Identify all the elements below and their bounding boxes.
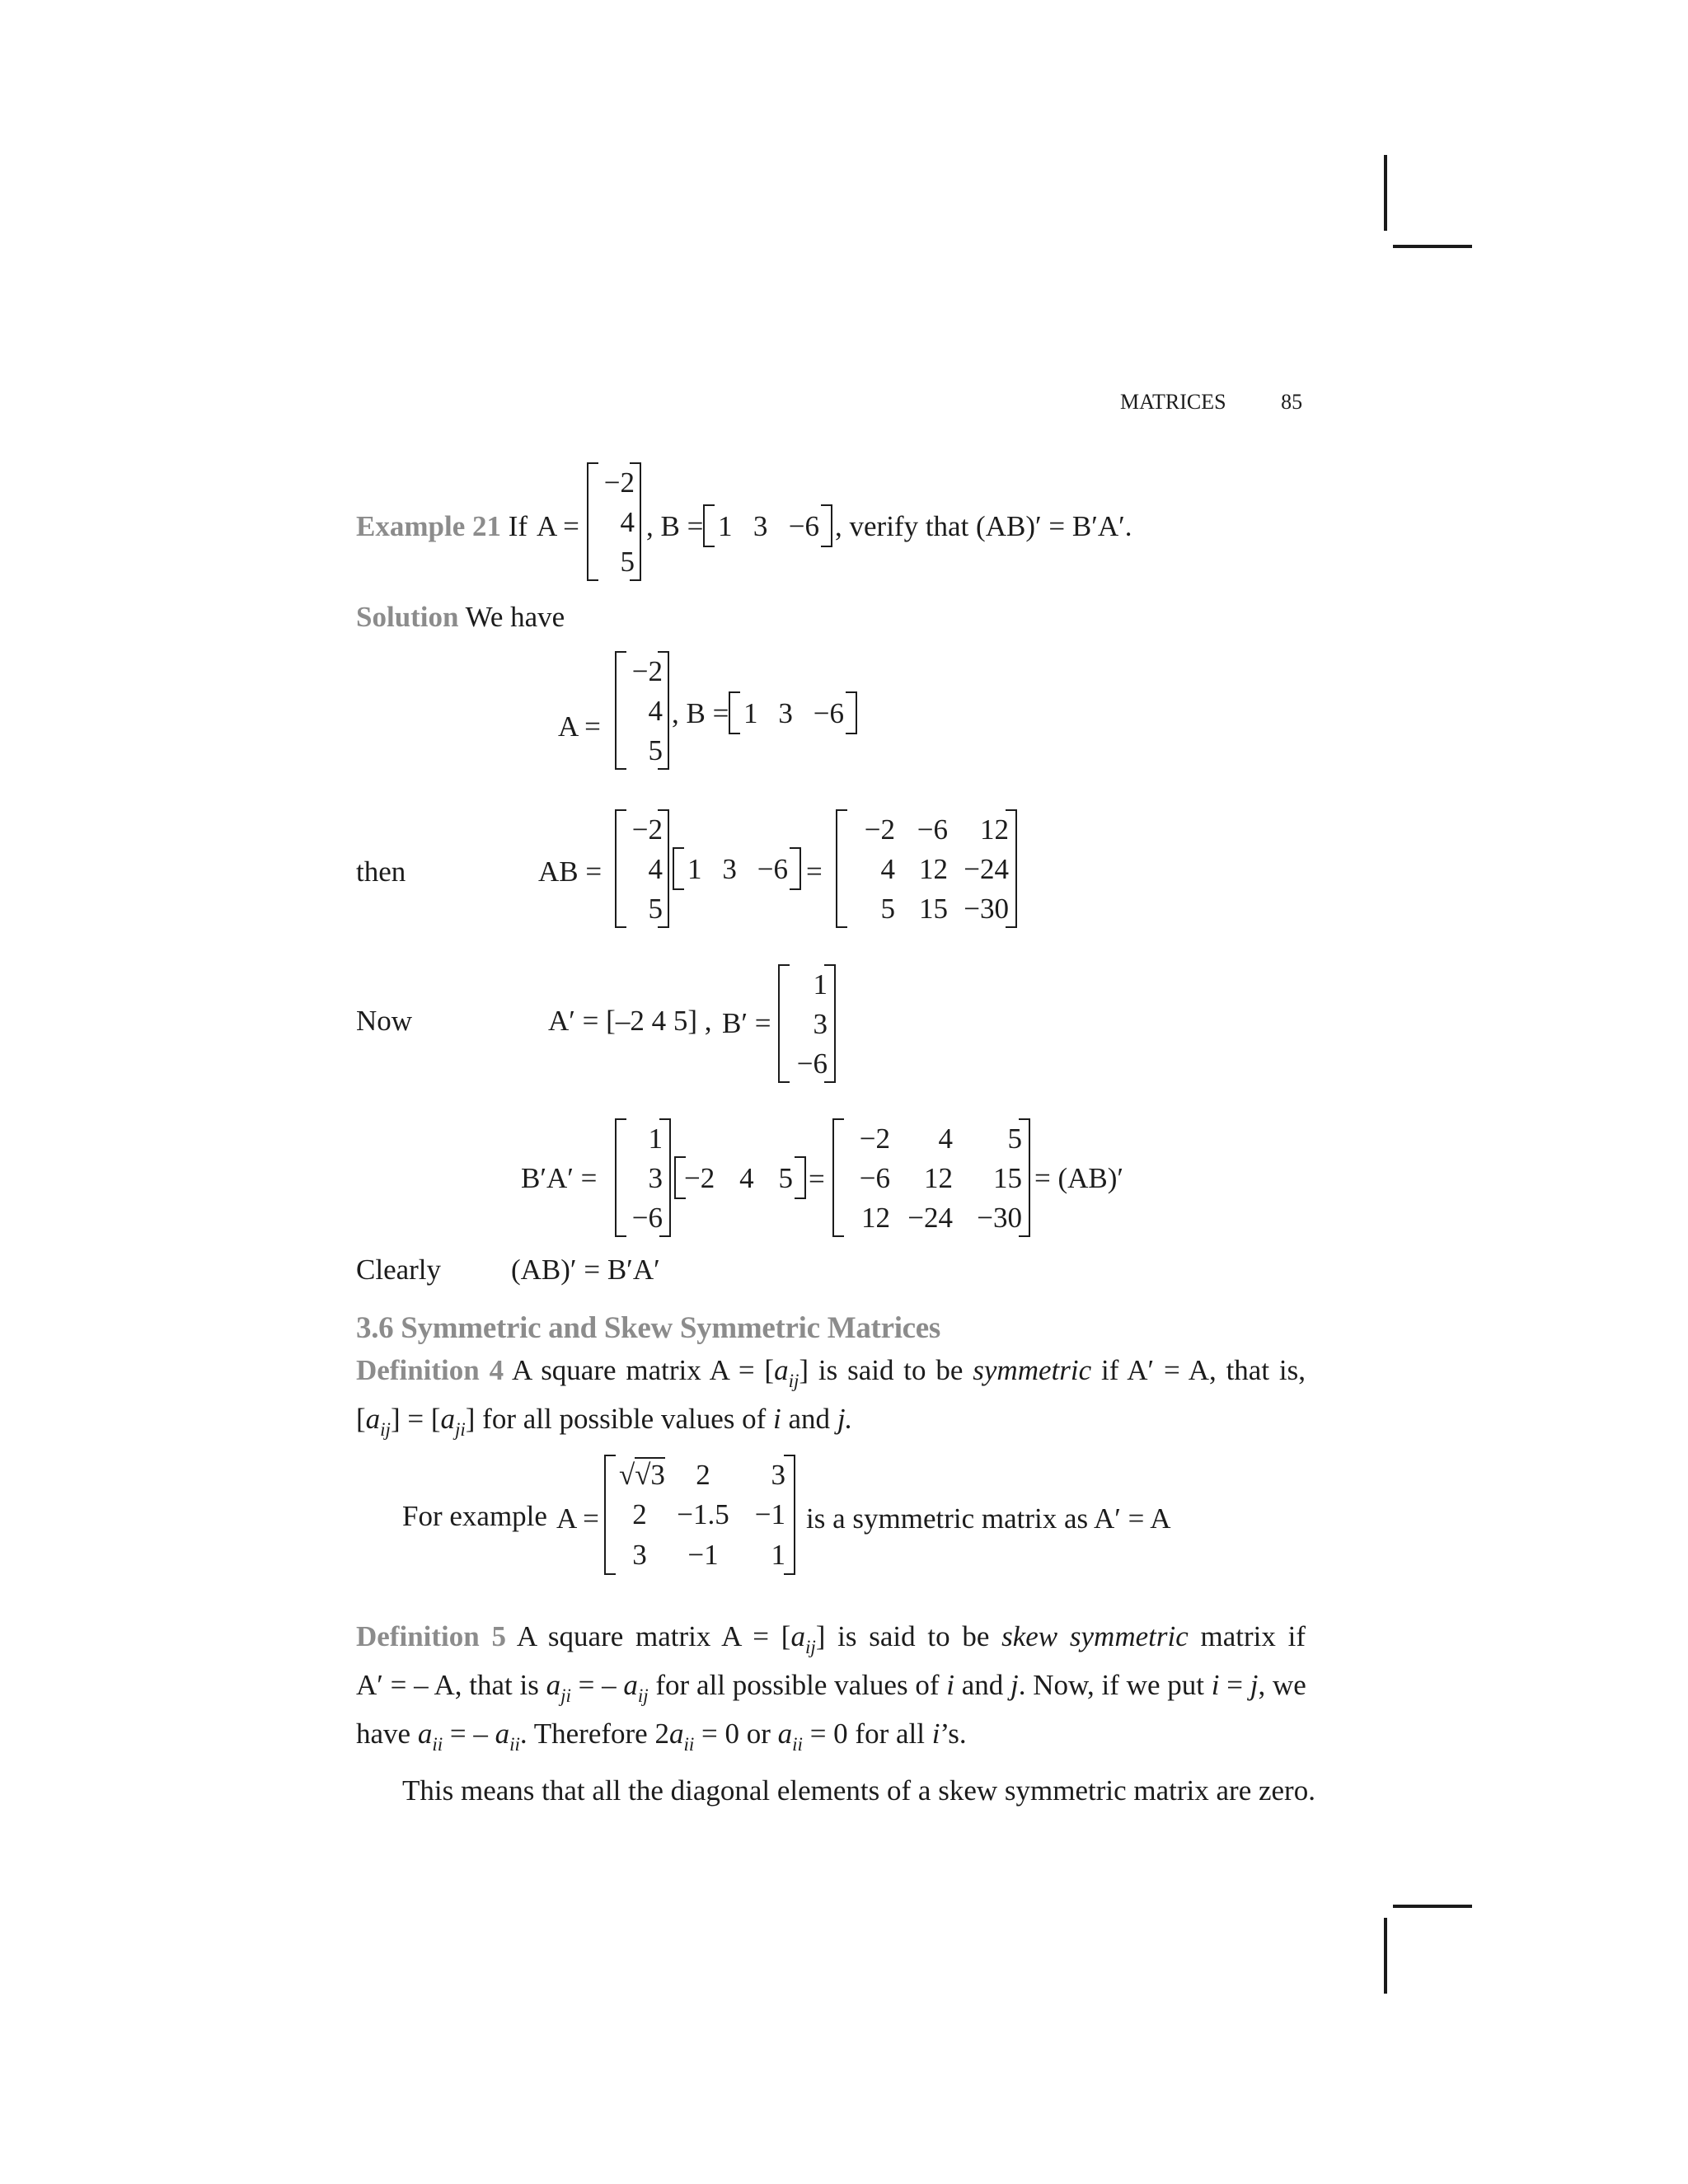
ba-row-matrix [674, 1156, 806, 1199]
definition-5-line-3: have $a_{ii}$ = – $a_{ii}$. Therefore $2a_{ii} = 0$ or $a_{ii} = 0$ for all i’s. [356, 1718, 967, 1755]
ba-column-matrix [615, 1118, 671, 1237]
example-label: Example 21 [356, 510, 501, 542]
matrix-entry: 5 [880, 892, 895, 925]
sym-example-lhs: A = [556, 1502, 599, 1535]
matrix-entry: 2 [632, 1498, 647, 1531]
matrix-entry: −6 [859, 1161, 890, 1194]
matrix-entry: 4 [648, 694, 663, 727]
matrix-entry: −6 [813, 696, 844, 729]
matrix-entry: −2 [684, 1161, 715, 1194]
ab-equals: = [806, 855, 823, 888]
matrix-entry: 1 [718, 509, 733, 542]
example-a-lhs: A = [537, 510, 579, 542]
matrix-entry: −30 [964, 892, 1009, 925]
matrix-entry: −30 [977, 1201, 1022, 1234]
running-title: MATRICES [1120, 390, 1226, 414]
ab-result-matrix [836, 809, 1017, 928]
matrix-entry: −2 [631, 813, 663, 846]
matrix-entry: 5 [778, 1161, 793, 1194]
example-tail: , verify that (AB)′ = B′A′. [835, 510, 1132, 542]
crop-mark-top-vertical [1384, 155, 1387, 231]
solution-matrix-a [615, 651, 669, 770]
matrix-entry: 15 [919, 892, 948, 925]
matrix-entry: 1 [743, 696, 758, 729]
matrix-entry: 2 [696, 1458, 710, 1491]
matrix-entry: 4 [620, 505, 635, 538]
ab-row-matrix [673, 847, 801, 890]
matrix-entry: 12 [924, 1161, 953, 1194]
closing-sentence: This means that all the diagonal elements of a skew symmetric matrix are zero. [402, 1774, 1315, 1807]
ba-result-matrix [832, 1118, 1030, 1237]
matrix-entry: −2 [603, 466, 635, 499]
definition-5 [356, 1618, 1306, 1764]
term-symmetric: symmetric [973, 1354, 1092, 1386]
matrix-entry: 3 [771, 1458, 785, 1491]
matrix-entry: 3 [632, 1539, 647, 1572]
matrix-entry: −6 [917, 813, 948, 846]
matrix-entry: √√3 [619, 1458, 665, 1491]
matrix-entry: 5 [1007, 1122, 1022, 1155]
matrix-entry: −2 [859, 1122, 890, 1155]
matrix-entry: 4 [648, 852, 663, 885]
matrix-entry: −1 [754, 1498, 785, 1531]
solution-line [356, 602, 565, 631]
matrix-entry: 3 [648, 1161, 663, 1194]
crop-mark-top-horizontal [1393, 245, 1472, 248]
crop-mark-bottom-horizontal [1393, 1905, 1472, 1908]
page-number: 85 [1281, 390, 1303, 414]
matrix-entry: −6 [788, 509, 819, 542]
solution-b-lhs: , B = [672, 697, 729, 729]
radical-sign: √ [619, 1458, 635, 1491]
crop-mark-bottom-vertical [1384, 1918, 1387, 1994]
ab-lead: then [356, 855, 406, 888]
matrix-entry: −24 [964, 852, 1009, 885]
transpose-lead: Now [356, 1005, 413, 1037]
solution-intro: We have [465, 601, 565, 633]
matrix-entry: 12 [861, 1201, 890, 1234]
solution-matrix-b [729, 691, 857, 734]
matrix-entry: 1 [687, 852, 702, 885]
matrix-entry: −6 [757, 852, 788, 885]
matrix-entry: 12 [980, 813, 1009, 846]
matrix-entry: 5 [648, 733, 663, 766]
b-prime-lhs: B′ = [722, 1007, 771, 1039]
matrix-entry: 3 [753, 509, 768, 542]
matrix-entry: −2 [631, 654, 663, 687]
matrix-entry: −2 [864, 813, 895, 846]
matrix-entry: 3 [813, 1007, 828, 1040]
b-prime-matrix [778, 964, 836, 1083]
matrix-entry: 4 [880, 852, 895, 885]
example-if: If [508, 510, 528, 542]
ba-rhs: = (AB)′ [1034, 1162, 1124, 1194]
example-matrix-b [703, 504, 832, 547]
conclusion-lead: Clearly [356, 1254, 442, 1286]
matrix-entry: −1.5 [677, 1498, 729, 1531]
matrix-entry: 3 [722, 852, 737, 885]
matrix-entry: −6 [631, 1201, 663, 1234]
solution-label: Solution [356, 601, 459, 633]
sym-example-matrix [604, 1455, 795, 1575]
ba-lhs: B′A′ = [521, 1162, 598, 1194]
matrix-entry: 3 [778, 696, 793, 729]
running-header [1120, 390, 1302, 415]
matrix-entry: 1 [813, 968, 828, 1001]
matrix-entry: −1 [687, 1539, 719, 1572]
matrix-entry: 4 [739, 1161, 754, 1194]
definition-5-line-2: A′ = – A, that is $a_{ji}$ = – $a_{ij}$ for all possible values of i and j. Now, if we put i = j, we [356, 1669, 1306, 1706]
matrix-entry: 15 [993, 1161, 1022, 1194]
solution-a-lhs: A = [558, 710, 601, 743]
sym-example-lead: For example [402, 1500, 547, 1532]
a-prime: A′ = [–2 4 5] , [548, 1005, 712, 1037]
matrix-entry: 12 [919, 852, 948, 885]
matrix-entry: 5 [620, 545, 635, 578]
example-matrix-a [587, 462, 641, 581]
example-b-lhs: , B = [646, 510, 704, 542]
definition-4 [356, 1352, 1306, 1449]
definition-5-line-1: Definition 5 A square matrix $A = [a_{ij}]$ is said to be skew symmetric matrix if [356, 1620, 1306, 1657]
ab-column-matrix [615, 809, 669, 928]
definition-4-line-1: Definition 4 A square matrix $A = [a_{ij}]$ is said to be symmetric if A′ = A, that is, [356, 1354, 1306, 1391]
matrix-entry: 4 [938, 1122, 953, 1155]
term-skew-symmetric: skew symmetric [1001, 1620, 1189, 1652]
ab-lhs: AB = [538, 855, 603, 888]
matrix-entry: 5 [648, 892, 663, 925]
definition-4-line-2: $[a_{ij}] = [a_{ji}]$ for all possible values of i and j. [356, 1403, 853, 1440]
matrix-entry: 1 [648, 1122, 663, 1155]
ba-equals: = [809, 1163, 825, 1195]
sym-example-tail: is a symmetric matrix as A′ = A [806, 1502, 1171, 1535]
matrix-entry: 1 [771, 1539, 785, 1572]
conclusion-statement: (AB)′ = B′A′ [511, 1254, 660, 1286]
matrix-entry: −6 [796, 1047, 828, 1080]
section-heading: 3.6 Symmetric and Skew Symmetric Matrices [356, 1311, 941, 1345]
example-21-label-line [356, 512, 528, 541]
matrix-entry: −24 [907, 1201, 953, 1234]
